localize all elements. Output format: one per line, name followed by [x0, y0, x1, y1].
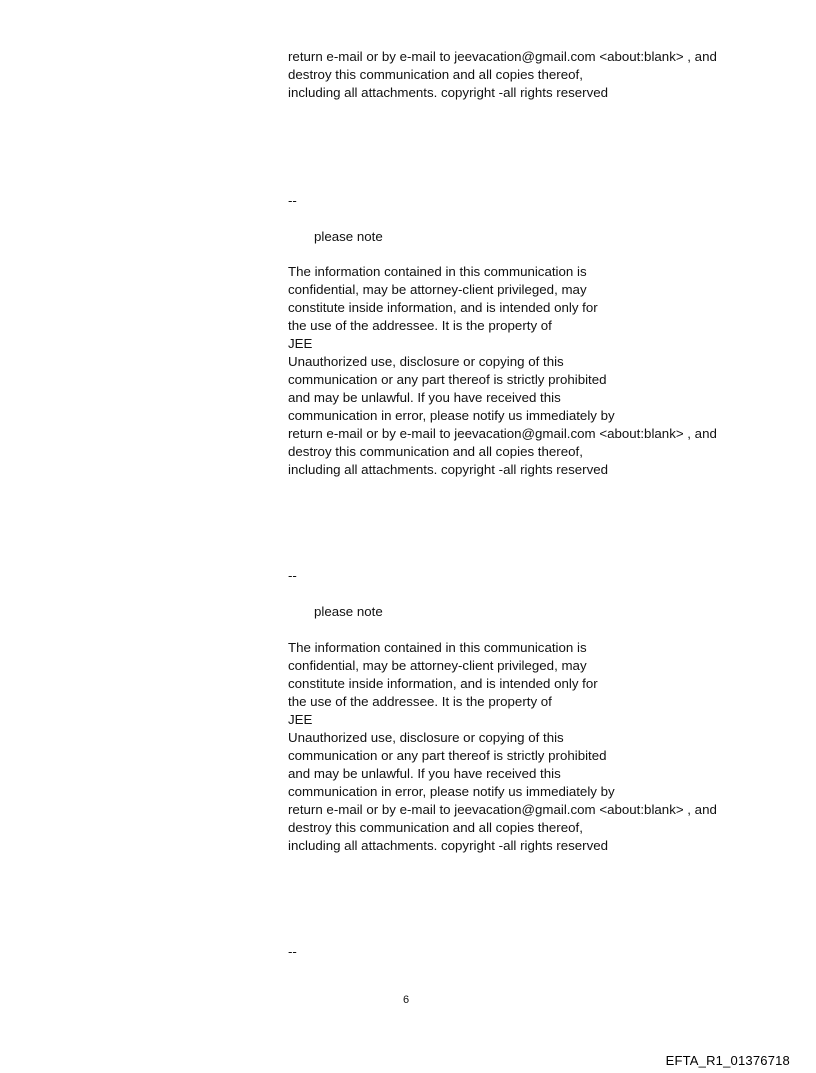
document-id: EFTA_R1_01376718	[665, 1053, 790, 1068]
body-line: communication or any part thereof is strictly prohibited	[288, 748, 607, 763]
body-line: constitute inside information, and is intended only for	[288, 300, 598, 315]
body-line: including all attachments. copyright -all rights reserved	[288, 85, 609, 100]
body-line: The information contained in this communication is	[288, 264, 587, 279]
separator: --	[288, 944, 297, 959]
body-line: return e-mail or by e-mail to jeevacation@gmail.com <about:blank> , and	[288, 49, 717, 64]
body-line: return e-mail or by e-mail to jeevacation@gmail.com <about:blank> , and	[288, 426, 717, 441]
body-line: the use of the addressee. It is the property of	[288, 694, 552, 709]
body-line: JEE	[288, 336, 313, 351]
body-line: The information contained in this communication is	[288, 640, 587, 655]
body-line: including all attachments. copyright -all rights reserved	[288, 462, 609, 477]
body-line: confidential, may be attorney-client privileged, may	[288, 282, 587, 297]
body-line: communication in error, please notify us immediately by	[288, 408, 615, 423]
body-line: and may be unlawful. If you have received this	[288, 766, 561, 781]
body-line: destroy this communication and all copies thereof,	[288, 67, 583, 82]
note-label: please note	[314, 604, 383, 619]
note-label: please note	[314, 229, 383, 244]
body-line: constitute inside information, and is intended only for	[288, 676, 598, 691]
body-line: communication or any part thereof is strictly prohibited	[288, 372, 607, 387]
body-line: destroy this communication and all copies thereof,	[288, 820, 583, 835]
body-line: Unauthorized use, disclosure or copying of this	[288, 730, 564, 745]
body-line: and may be unlawful. If you have received this	[288, 390, 561, 405]
body-line: Unauthorized use, disclosure or copying of this	[288, 354, 564, 369]
body-line: return e-mail or by e-mail to jeevacation@gmail.com <about:blank> , and	[288, 802, 717, 817]
separator: --	[288, 193, 297, 208]
body-line: destroy this communication and all copies thereof,	[288, 444, 583, 459]
body-line: including all attachments. copyright -all rights reserved	[288, 838, 609, 853]
body-line: JEE	[288, 712, 313, 727]
separator: --	[288, 568, 297, 583]
body-line: communication in error, please notify us immediately by	[288, 784, 615, 799]
body-line: the use of the addressee. It is the property of	[288, 318, 552, 333]
page-number: 6	[403, 994, 410, 1006]
body-line: confidential, may be attorney-client privileged, may	[288, 658, 587, 673]
